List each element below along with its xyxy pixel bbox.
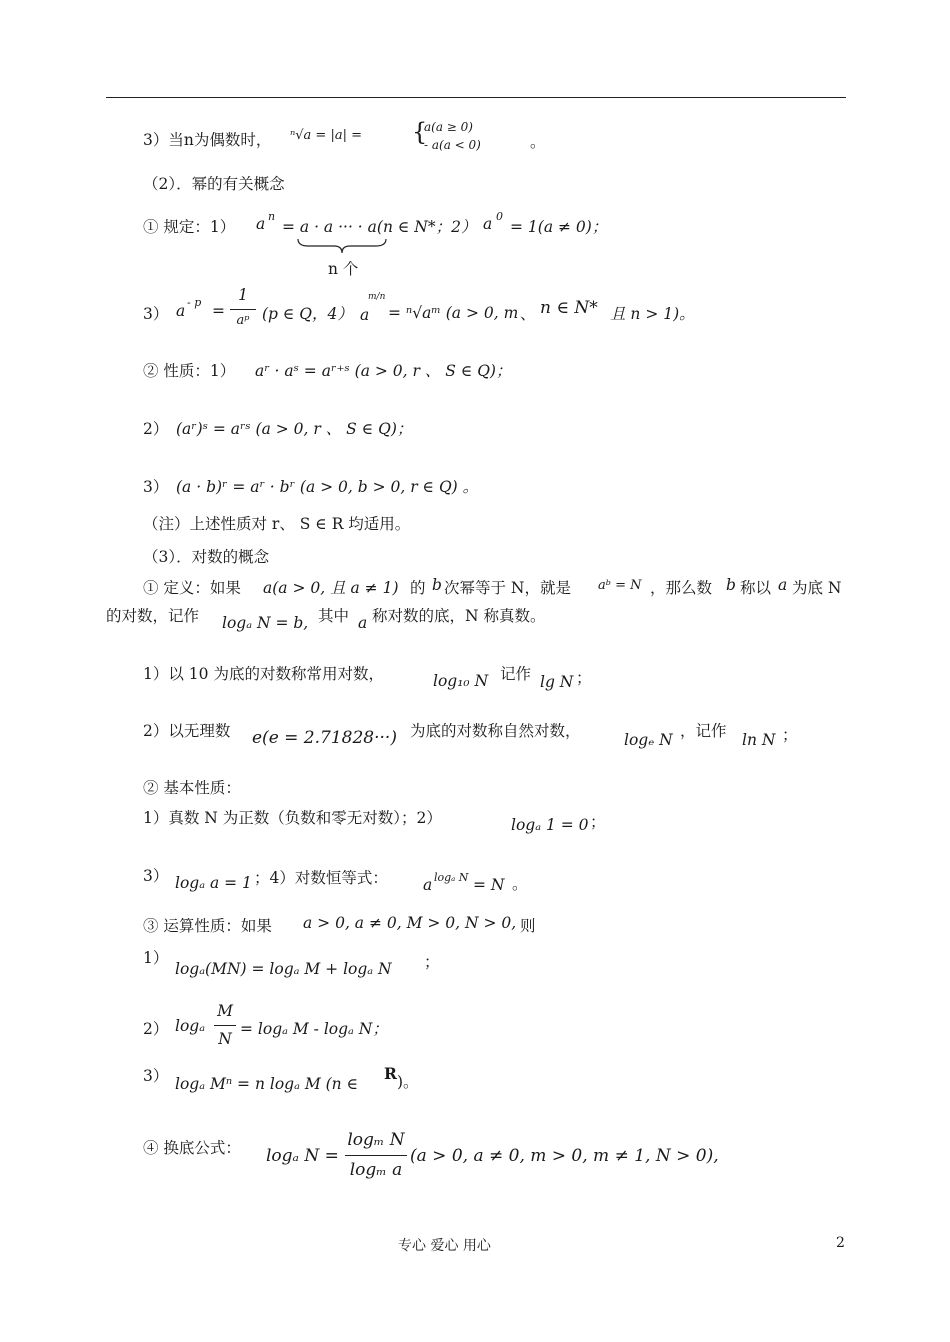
line-4-a: a [176, 302, 186, 320]
frac-2-num: M [217, 1002, 233, 1020]
line-10-b2: b [726, 576, 736, 594]
line-17-label: ③ 运算性质：如果 [143, 917, 272, 935]
line-3-def: = a · a ··· · a(n ∈ N*；2） [282, 218, 477, 236]
line-20-label: 3） [143, 1067, 169, 1085]
line-4-p: (p ∈ Q，4） [262, 305, 353, 323]
line-19-log: logₐ [175, 1017, 206, 1035]
line-4-a2: a [360, 306, 370, 324]
line-3-a0: a [483, 215, 493, 233]
frac-3-bar [345, 1155, 407, 1156]
section-2-heading: （2）．幂的有关概念 [143, 175, 285, 193]
line-10-a: a [778, 576, 788, 594]
line-3-a: a [256, 215, 266, 233]
line-19-rest: = logₐ M - logₐ N； [240, 1020, 388, 1038]
line-12-end: ； [576, 669, 592, 687]
line-4-frac-exp: m/n [368, 292, 386, 302]
line-16-a: a [423, 876, 433, 894]
line-4-sep: 、 [520, 305, 536, 323]
frac-2-bar [214, 1025, 236, 1026]
line-20-r: R [384, 1064, 397, 1083]
line-17-cond: a > 0, a ≠ 0, M > 0, N > 0, [303, 914, 517, 932]
line-16-formula: logₐ a = 1 [175, 874, 252, 892]
frac-3-den: logₘ a [349, 1160, 403, 1180]
line-16-n: = N [473, 876, 505, 894]
line-16-end: 。 [512, 875, 528, 893]
line-13-log: logₑ N [624, 731, 673, 749]
line-11-label: 的对数，记作 [106, 607, 200, 625]
section-3-heading: （3）．对数的概念 [143, 548, 270, 566]
line-12-log: log₁₀ N [433, 672, 489, 690]
line-4-label: 3） [143, 305, 169, 323]
line-3-label: ① 规定：1） [143, 218, 236, 236]
line-7-formula: (a · b)ʳ = aʳ · bʳ (a > 0, b > 0, r ∈ Q) 。 [176, 478, 479, 496]
line-16-label: 3） [143, 867, 169, 885]
line-6-formula: (aʳ)ˢ = aʳˢ (a > 0, r 、 S ∈ Q)； [176, 420, 413, 438]
line-21-label: ④ 换底公式： [143, 1139, 241, 1157]
underbrace-label: n 个 [328, 260, 359, 278]
line-10-cond: a(a > 0, 且 a ≠ 1) [263, 579, 399, 597]
line-11-def: logₐ N = b, [222, 614, 309, 632]
line-12-jizuo: 记作 [500, 665, 532, 683]
underbrace [296, 237, 388, 255]
case-1: a(a ≥ 0) [424, 120, 473, 134]
line-16-identity-label: ；4）对数恒等式： [254, 869, 388, 887]
line-15-end: ； [590, 813, 606, 831]
line-1-root: ⁿ√a = |a| = [290, 128, 362, 143]
line-20-end: )。 [397, 1073, 419, 1091]
line-4-n: n ∈ N* [540, 298, 598, 318]
note-line: （注）上述性质对 r、 S ∈ R 均适用。 [143, 515, 411, 533]
line-13-ln: ln N [742, 731, 776, 749]
line-12-lg: lg N [540, 673, 574, 691]
line-11-a: a [358, 614, 368, 632]
line-3-exp0: 0 [496, 210, 503, 223]
line-7-label: 3） [143, 478, 169, 496]
page-number: 2 [836, 1235, 845, 1251]
line-20-formula: logₐ Mⁿ = n logₐ M (n ∈ [175, 1075, 359, 1093]
frac-3-num: logₘ N [347, 1130, 405, 1150]
line-10-b: b [432, 576, 442, 594]
line-21-lhs: logₐ N = [266, 1146, 339, 1166]
line-16-exp: logₐ N [434, 871, 469, 884]
line-21-cond: (a > 0, a ≠ 0, m > 0, m ≠ 1, N > 0), [410, 1146, 719, 1166]
line-13-e: e(e = 2.71828···) [252, 728, 397, 748]
line-10-label: ① 定义：如果 [143, 579, 241, 597]
line-18-end: ； [424, 953, 440, 971]
line-4-end: 且 n > 1)。 [610, 305, 695, 323]
line-19-label: 2） [143, 1020, 169, 1038]
line-4-eq: = [212, 302, 225, 320]
line-6-label: 2） [143, 420, 169, 438]
frac-1-den: aᵖ [236, 313, 250, 328]
left-brace: { [412, 118, 428, 146]
line-5-formula: aʳ · aˢ = aʳ⁺ˢ (a > 0, r 、 S ∈ Q)； [255, 362, 512, 380]
case-2: - a(a < 0) [424, 138, 481, 152]
line-18-formula: logₐ(MN) = logₐ M + logₐ N [175, 960, 392, 978]
line-10-end: 为底 N [792, 579, 842, 597]
line-1-end: 。 [530, 133, 546, 151]
line-1-text: 3）当n为偶数时， [143, 131, 272, 149]
basic-properties-heading: ② 基本性质： [143, 779, 241, 797]
line-13-label: 2）以无理数 [143, 722, 231, 740]
line-10-de: 的 [410, 579, 426, 597]
line-10-mid: 次幂等于 N，就是 [444, 579, 571, 597]
frac-1-num: 1 [238, 286, 248, 304]
line-17-ze: 则 [520, 917, 536, 935]
line-5-label: ② 性质：1） [143, 362, 236, 380]
line-13-end: ； [782, 726, 798, 744]
line-13-jizuo: ，记作 [680, 722, 727, 740]
line-18-label: 1） [143, 949, 169, 967]
footer-motto: 专心 爱心 用心 [398, 1238, 491, 1254]
line-15-formula: logₐ 1 = 0 [511, 816, 589, 834]
line-10-then: ，那么数 [650, 579, 713, 597]
frac-1-bar [230, 309, 256, 310]
line-10-yi: 称以 [740, 579, 772, 597]
line-3-end: = 1(a ≠ 0)； [510, 218, 608, 236]
frac-2-den: N [218, 1030, 232, 1048]
line-11-end: 称对数的底，N 称真数。 [372, 607, 546, 625]
line-13-mid: 为底的对数称自然对数， [410, 722, 581, 740]
line-10-eq: aᵇ = N [598, 578, 642, 593]
line-3-exp: n [268, 210, 276, 223]
line-12-label: 1）以 10 为底的对数称常用对数， [143, 665, 384, 683]
line-4-exp: - p [187, 296, 202, 309]
line-11-qizhong: 其中 [318, 607, 350, 625]
line-15-label: 1）真数 N 为正数（负数和零无对数）；2） [143, 809, 442, 827]
header-rule [106, 97, 846, 98]
line-4-root: = ⁿ√aᵐ (a > 0, m [388, 304, 519, 322]
